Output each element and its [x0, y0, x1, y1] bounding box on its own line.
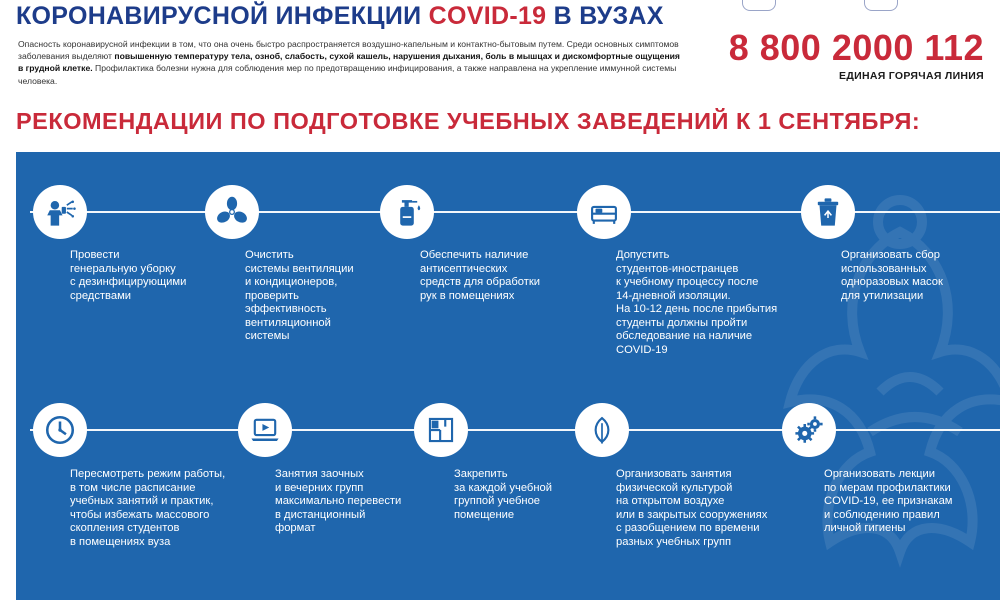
- step-general-cleaning: Провести генеральную уборку с дезинфицирующими средствами: [70, 249, 187, 302]
- gears-icon: [782, 403, 836, 457]
- step-assigned-room: Закрепить за каждой учебной группой учебное помещение: [454, 468, 552, 521]
- timeline-line-bottom: [30, 429, 1000, 431]
- title-covid-accent: COVID-19: [428, 2, 547, 30]
- leaf-icon: [575, 403, 629, 457]
- intro-paragraph: Опасность коронавирусной инфекции в том, что она очень быстро распространяется воздушно-капельным и контактно-бытовым путем. Среди основных симптомов заболевания выделяют повышенную температуру тела, озноб, слабость, сухой кашель, нарушения дыхания, боль в мышцах и дискомфортные ощущения в грудной клетке. Профилактика болезни нужна для соблюдения мер по предотвращению инфицирования, а также направлена на укрепление иммунной системы человека.: [18, 39, 680, 86]
- step-foreign-students: Допустить студентов-иностранцев к учебному процессу после 14-дневной изоляции. На 10-12 день после прибытия студенты должны пройти обследование на наличие COVID-19: [616, 249, 778, 356]
- step-distance-learning: Занятия заочных и вечерних групп максимально перевести в дистанционный формат: [275, 468, 402, 534]
- step-prevention-lectures: Организовать лекции по мерам профилактики COVID-19, ее признакам и соблюдению правил личной гигиены: [824, 468, 953, 534]
- laptop-video-icon: [238, 403, 292, 457]
- hand-sanitizer-icon: [380, 185, 434, 239]
- hotline-label: ЕДИНАЯ ГОРЯЧАЯ ЛИНИЯ: [839, 70, 984, 82]
- bed-icon: [577, 185, 631, 239]
- step-physical-education: Организовать занятия физической культурой на открытом воздухе или в закрытых сооружениях с разобщением по времени разных учебных групп: [616, 468, 768, 548]
- page-title: КОРОНАВИРУСНОЙ ИНФЕКЦИИ COVID-19 В ВУЗАХ: [16, 2, 664, 30]
- clock-icon: [33, 403, 87, 457]
- emblem-left-icon: [742, 0, 776, 11]
- ventilation-fan-icon: [205, 185, 259, 239]
- emblem-right-icon: [864, 0, 898, 11]
- step-antiseptics: Обеспечить наличие антисептических средств для обработки рук в помещениях: [420, 249, 541, 302]
- step-work-schedule: Пересмотреть режим работы, в том числе расписание учебных занятий и практик, чтобы избежать массового скопления студентов в помещениях вуза: [70, 468, 226, 548]
- recommendations-panel: [16, 152, 1000, 600]
- cleaning-spray-icon: [33, 185, 87, 239]
- symptoms-bold-text: повышенную температуру тела, озноб, слабость, сухой кашель, нарушения дыхания, боль в мышцах и дискомфортные ощущения в грудной клетке.: [18, 51, 680, 74]
- step-mask-disposal: Организовать сбор использованных одноразовых масок для утилизации: [841, 249, 943, 302]
- recommendations-heading: РЕКОМЕНДАЦИИ ПО ПОДГОТОВКЕ УЧЕБНЫХ ЗАВЕДЕНИЙ К 1 СЕНТЯБРЯ:: [16, 108, 921, 134]
- recycle-bin-icon: [801, 185, 855, 239]
- step-clean-ventilation: Очистить системы вентиляции и кондиционеров, проверить эффективность вентиляционной системы: [245, 249, 354, 342]
- floor-plan-icon: [414, 403, 468, 457]
- hotline-phone[interactable]: 8 800 2000 112: [728, 27, 984, 68]
